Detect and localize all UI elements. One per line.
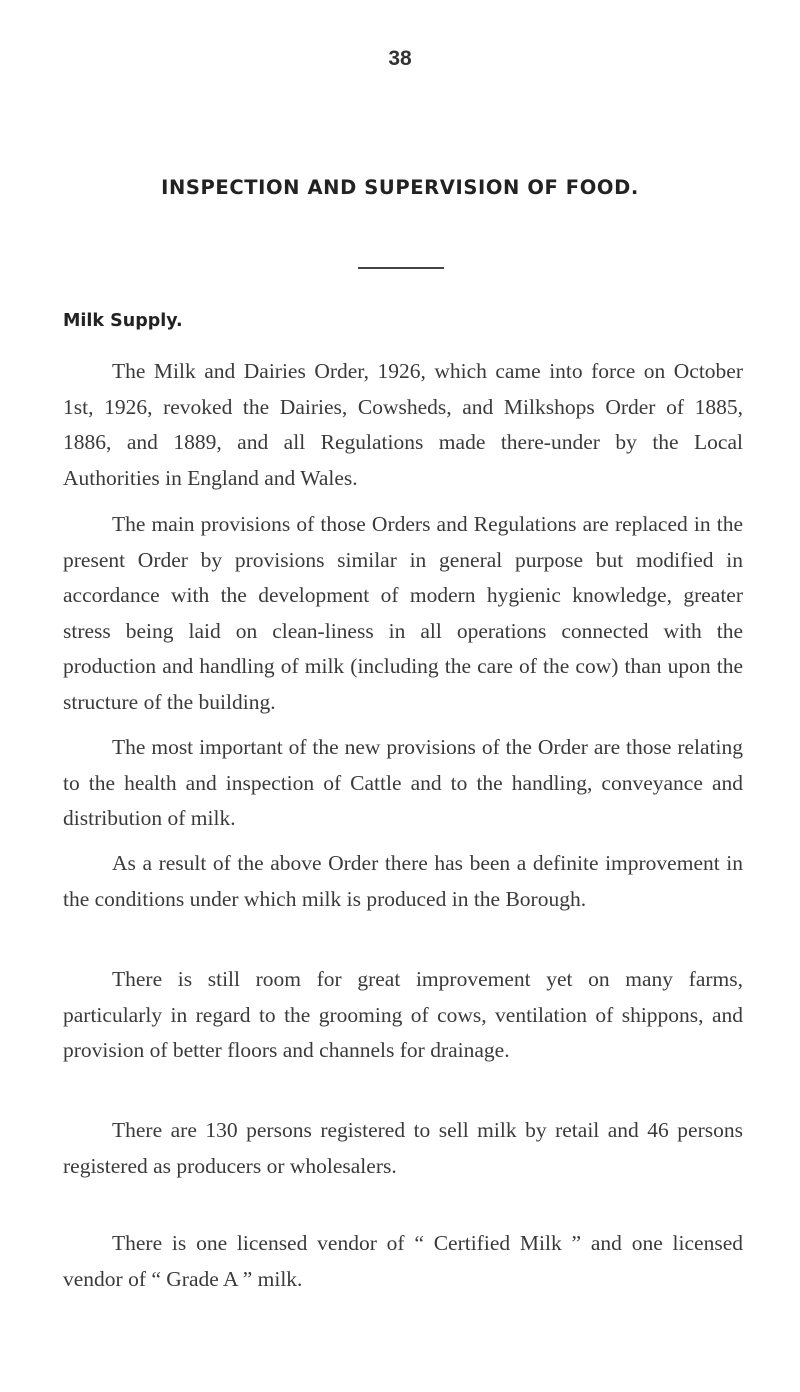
- heading-divider: [358, 267, 444, 269]
- paragraph-room-for-improvement: There is still room for great improvement yet on many farms, particularly in regard to the grooming of cows, ventilation of shippons, and provision of better floors and channels for drainage.: [63, 967, 743, 1062]
- page-number: 38: [388, 47, 412, 70]
- section-title: Milk Supply.: [63, 311, 183, 331]
- paragraph-main-provisions: The main provisions of those Orders and Regulations are replaced in the present Order by provisions similar in general purpose but modified in accordance with the development of modern hygienic knowledge, greater stress being laid on clean-liness in all operations connected with the production and handling of milk (including the care of the cow) than upon the structure of the building.: [63, 512, 743, 714]
- paragraph-registered-persons: There are 130 persons registered to sell milk by retail and 46 persons registered as producers or wholesalers.: [63, 1118, 743, 1178]
- paragraph-most-important-provisions: The most important of the new provisions of the Order are those relating to the health and inspection of Cattle and to the handling, conveyance and distribution of milk.: [63, 735, 743, 830]
- paragraph-result-improvement: As a result of the above Order there has been a definite improvement in the conditions under which milk is produced in the Borough.: [63, 851, 743, 911]
- paragraph-milk-dairies-order: The Milk and Dairies Order, 1926, which came into force on October 1st, 1926, revoked the Dairies, Cowsheds, and Milkshops Order of 1885, 1886, and 1889, and all Regulations made there-under by the Local Authorities in England and Wales.: [63, 359, 743, 490]
- paragraph-licensed-vendors: There is one licensed vendor of “ Certified Milk ” and one licensed vendor of “ Grade A ” milk.: [63, 1231, 743, 1291]
- page-heading: INSPECTION AND SUPERVISION OF FOOD.: [161, 176, 639, 199]
